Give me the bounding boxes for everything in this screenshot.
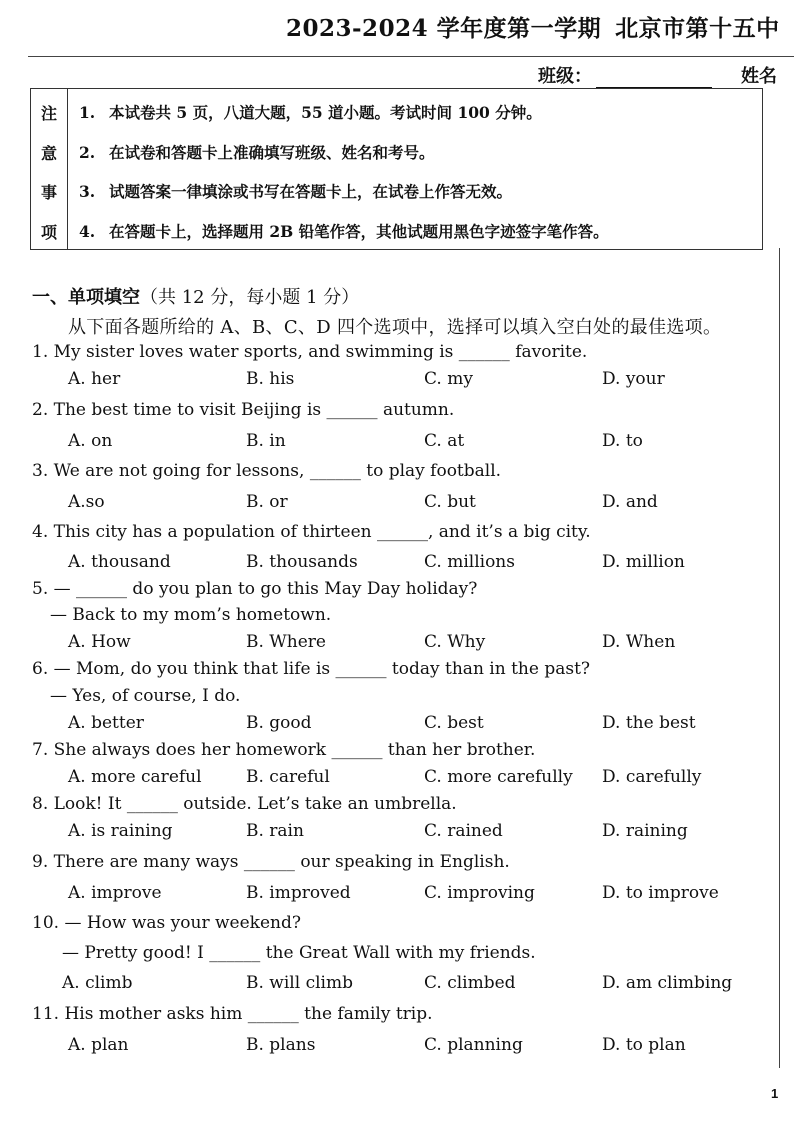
option-c: C. rained: [424, 821, 503, 841]
option-d: D. to: [602, 431, 643, 451]
option-a: A. climb: [62, 973, 133, 993]
option-d: D. and: [602, 492, 658, 512]
option-a: A. more careful: [68, 767, 202, 787]
option-a: A. better: [68, 713, 144, 733]
option-c: C. improving: [424, 883, 535, 903]
option-b: B. or: [246, 492, 288, 512]
option-c: C. millions: [424, 552, 515, 572]
option-a: A. on: [68, 431, 113, 451]
question-stem: 4. This city has a population of thirteen ______, and it’s a big city.: [32, 522, 591, 542]
notice-item: 1. 本试卷共 5 页，八道大题，55 道小题。考试时间 100 分钟。: [79, 103, 542, 122]
option-c: C. Why: [424, 632, 486, 652]
option-a: A. plan: [68, 1035, 129, 1055]
option-c: C. my: [424, 369, 473, 389]
question-stem: 5. — ______ do you plan to go this May Day holiday?: [32, 579, 478, 599]
option-b: B. in: [246, 431, 286, 451]
question-stem: 2. The best time to visit Beijing is ______ autumn.: [32, 400, 455, 420]
name-label: 姓名: [741, 66, 777, 87]
option-b: B. thousands: [246, 552, 358, 572]
option-b: B. good: [246, 713, 312, 733]
option-b: B. will climb: [246, 973, 353, 993]
notice-item: 4. 在答题卡上，选择题用 2B 铅笔作答，其他试题用黑色字迹签字笔作答。: [79, 222, 609, 241]
exam-title: [286, 10, 780, 43]
question-stem: 6. — Mom, do you think that life is ______ today than in the past?: [32, 659, 591, 679]
notice-heading-char: 项: [41, 223, 58, 242]
question-stem: 9. There are many ways ______ our speaking in English.: [32, 852, 510, 872]
section-score-note: （共 12 分，每小题 1 分）: [140, 287, 360, 308]
option-b: B. careful: [246, 767, 330, 787]
header-rule: [28, 56, 794, 57]
option-d: D. the best: [602, 713, 696, 733]
option-b: B. rain: [246, 821, 304, 841]
option-d: D. raining: [602, 821, 688, 841]
option-a: A. improve: [68, 883, 162, 903]
question-stem: 7. She always does her homework ______ than her brother.: [32, 740, 536, 760]
question-stem: 10. — How was your weekend?: [32, 913, 301, 933]
class-field: [538, 62, 712, 88]
question-stem: 8. Look! It ______ outside. Let’s take an umbrella.: [32, 794, 457, 814]
title-school: 北京市第十五中: [615, 15, 780, 42]
option-d: D. to improve: [602, 883, 719, 903]
option-a: A.so: [68, 492, 105, 512]
question-stem: 3. We are not going for lessons, ______ to play football.: [32, 461, 502, 481]
option-c: C. more carefully: [424, 767, 573, 787]
option-c: C. climbed: [424, 973, 516, 993]
option-b: B. improved: [246, 883, 351, 903]
option-d: D. When: [602, 632, 676, 652]
page-number: 1: [771, 1086, 779, 1101]
option-d: D. am climbing: [602, 973, 733, 993]
section-title: 一、单项填空: [32, 287, 140, 308]
option-b: B. his: [246, 369, 295, 389]
notice-box: [30, 88, 763, 250]
option-d: D. carefully: [602, 767, 702, 787]
question-reply: — Pretty good! I ______ the Great Wall with my friends.: [62, 943, 536, 963]
option-a: A. is raining: [68, 821, 173, 841]
option-d: D. to plan: [602, 1035, 686, 1055]
question-stem: 11. His mother asks him ______ the family trip.: [32, 1004, 433, 1024]
notice-item: 3. 试题答案一律填涂或书写在答题卡上，在试卷上作答无效。: [79, 182, 513, 201]
question-reply: — Back to my mom’s hometown.: [50, 605, 332, 625]
notice-heading-char: 事: [41, 183, 58, 202]
title-term: 2023-2024 学年度第一学期: [286, 15, 602, 42]
option-a: A. thousand: [68, 552, 171, 572]
question-reply: — Yes, of course, I do.: [50, 686, 241, 706]
section-instruction: 从下面各题所给的 A、B、C、D 四个选项中，选择可以填入空白处的最佳选项。: [68, 317, 722, 338]
option-c: C. at: [424, 431, 465, 451]
class-label: 班级：: [538, 66, 592, 87]
notice-heading-char: 意: [41, 144, 58, 163]
option-d: D. your: [602, 369, 665, 389]
notice-heading-char: 注: [41, 104, 58, 123]
option-b: B. plans: [246, 1035, 316, 1055]
option-b: B. Where: [246, 632, 326, 652]
right-margin-rule: [779, 248, 780, 1068]
option-a: A. How: [68, 632, 131, 652]
section-heading: [32, 283, 359, 309]
notice-item: 2. 在试卷和答题卡上准确填写班级、姓名和考号。: [79, 143, 435, 162]
option-d: D. million: [602, 552, 685, 572]
option-c: C. best: [424, 713, 484, 733]
option-a: A. her: [68, 369, 121, 389]
class-blank: [596, 69, 712, 88]
question-stem: 1. My sister loves water sports, and swimming is ______ favorite.: [32, 342, 588, 362]
option-c: C. but: [424, 492, 476, 512]
option-c: C. planning: [424, 1035, 523, 1055]
